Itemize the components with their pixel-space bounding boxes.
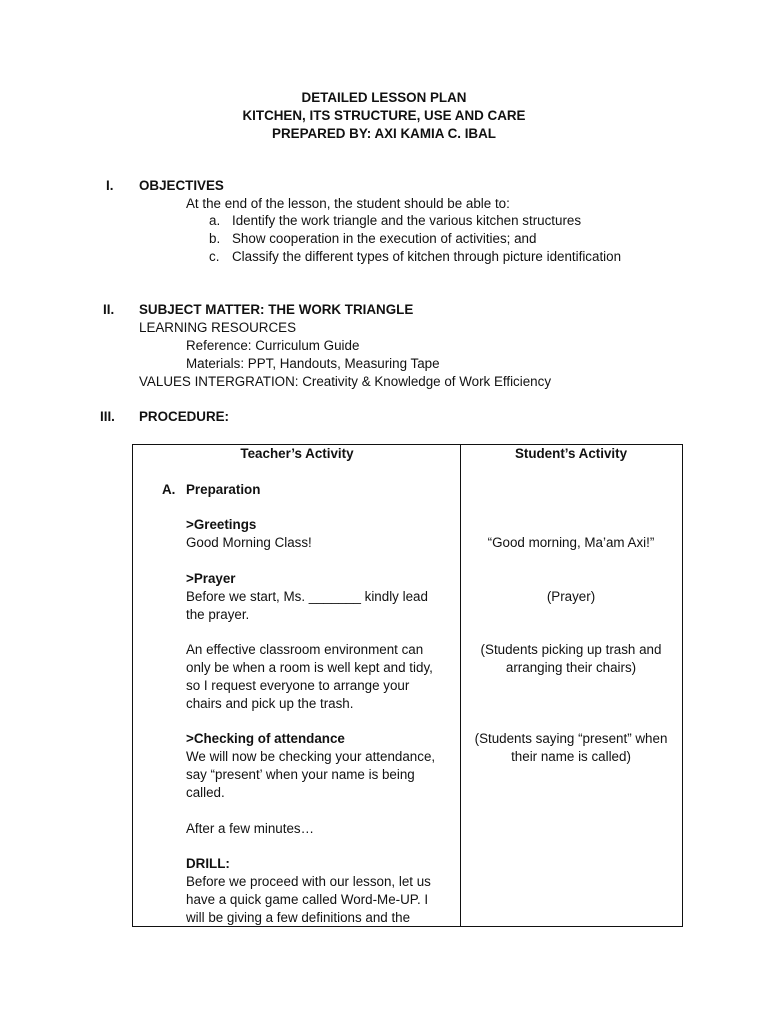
prayer-line-2: the prayer. bbox=[186, 607, 250, 622]
greetings-heading: >Greetings bbox=[186, 517, 257, 532]
student-trash-line-2: arranging their chairs) bbox=[505, 660, 637, 675]
after-few-minutes: After a few minutes… bbox=[186, 821, 315, 836]
objective-marker-c: c. bbox=[209, 249, 220, 264]
drill-line-2: have a quick game called Word-Me-UP. I bbox=[186, 892, 429, 907]
objectives-heading: OBJECTIVES bbox=[139, 178, 224, 193]
teacher-activity-header: Teacher’s Activity bbox=[240, 446, 354, 461]
objective-marker-b: b. bbox=[209, 231, 221, 246]
attendance-heading: >Checking of attendance bbox=[186, 731, 345, 746]
learning-resources-heading: LEARNING RESOURCES bbox=[139, 320, 296, 335]
document-title: DETAILED LESSON PLAN bbox=[301, 90, 467, 105]
drill-line-3: will be giving a few definitions and the bbox=[186, 910, 411, 925]
drill-heading: DRILL: bbox=[186, 856, 230, 871]
student-present-line-1: (Students saying “present” when bbox=[474, 731, 668, 746]
environment-line-1: An effective classroom environment can bbox=[186, 642, 424, 657]
objectives-intro: At the end of the lesson, the student should be able to: bbox=[186, 196, 510, 211]
environment-line-4: chairs and pick up the trash. bbox=[186, 696, 354, 711]
student-activity-column bbox=[461, 445, 683, 927]
prepared-by: PREPARED BY: AXI KAMIA C. IBAL bbox=[272, 126, 496, 141]
environment-line-2: only be when a room is well kept and tidy, bbox=[186, 660, 433, 675]
greetings-text: Good Morning Class! bbox=[186, 535, 312, 550]
procedure-table bbox=[132, 444, 683, 927]
student-trash-line-1: (Students picking up trash and bbox=[480, 642, 662, 657]
prayer-heading: >Prayer bbox=[186, 571, 236, 586]
objective-item-a: Identify the work triangle and the various kitchen structures bbox=[232, 213, 582, 228]
section-numeral-procedure: III. bbox=[100, 409, 115, 424]
document-subtitle: KITCHEN, ITS STRUCTURE, USE AND CARE bbox=[242, 108, 526, 123]
attendance-line-1: We will now be checking your attendance, bbox=[186, 749, 436, 764]
student-present-line-2: their name is called) bbox=[511, 749, 631, 764]
objective-item-b: Show cooperation in the execution of activities; and bbox=[232, 231, 537, 246]
prayer-line-1: Before we start, Ms. _______ kindly lead bbox=[186, 589, 428, 604]
student-prayer: (Prayer) bbox=[546, 589, 596, 604]
objective-item-c: Classify the different types of kitchen through picture identification bbox=[232, 249, 622, 264]
section-a-marker: A. bbox=[162, 482, 176, 497]
materials-line: Materials: PPT, Handouts, Measuring Tape bbox=[186, 356, 440, 371]
attendance-line-3: called. bbox=[186, 785, 225, 800]
section-numeral-objectives: I. bbox=[106, 178, 114, 193]
procedure-heading: PROCEDURE: bbox=[139, 409, 230, 424]
reference-line: Reference: Curriculum Guide bbox=[186, 338, 360, 353]
attendance-line-2: say “present’ when your name is being bbox=[186, 767, 415, 782]
student-greeting: “Good morning, Ma’am Axi!” bbox=[487, 535, 655, 550]
subject-matter-heading: SUBJECT MATTER: THE WORK TRIANGLE bbox=[139, 302, 414, 317]
drill-line-1: Before we proceed with our lesson, let us bbox=[186, 874, 431, 889]
objective-marker-a: a. bbox=[209, 213, 221, 228]
environment-line-3: so I request everyone to arrange your bbox=[186, 678, 410, 693]
teacher-activity-column bbox=[133, 445, 461, 927]
student-activity-header: Student’s Activity bbox=[514, 446, 628, 461]
section-a-title: Preparation bbox=[186, 482, 261, 497]
section-numeral-subject: II. bbox=[103, 302, 115, 317]
values-integration-line: VALUES INTERGRATION: Creativity & Knowledge of Work Efficiency bbox=[139, 374, 552, 389]
